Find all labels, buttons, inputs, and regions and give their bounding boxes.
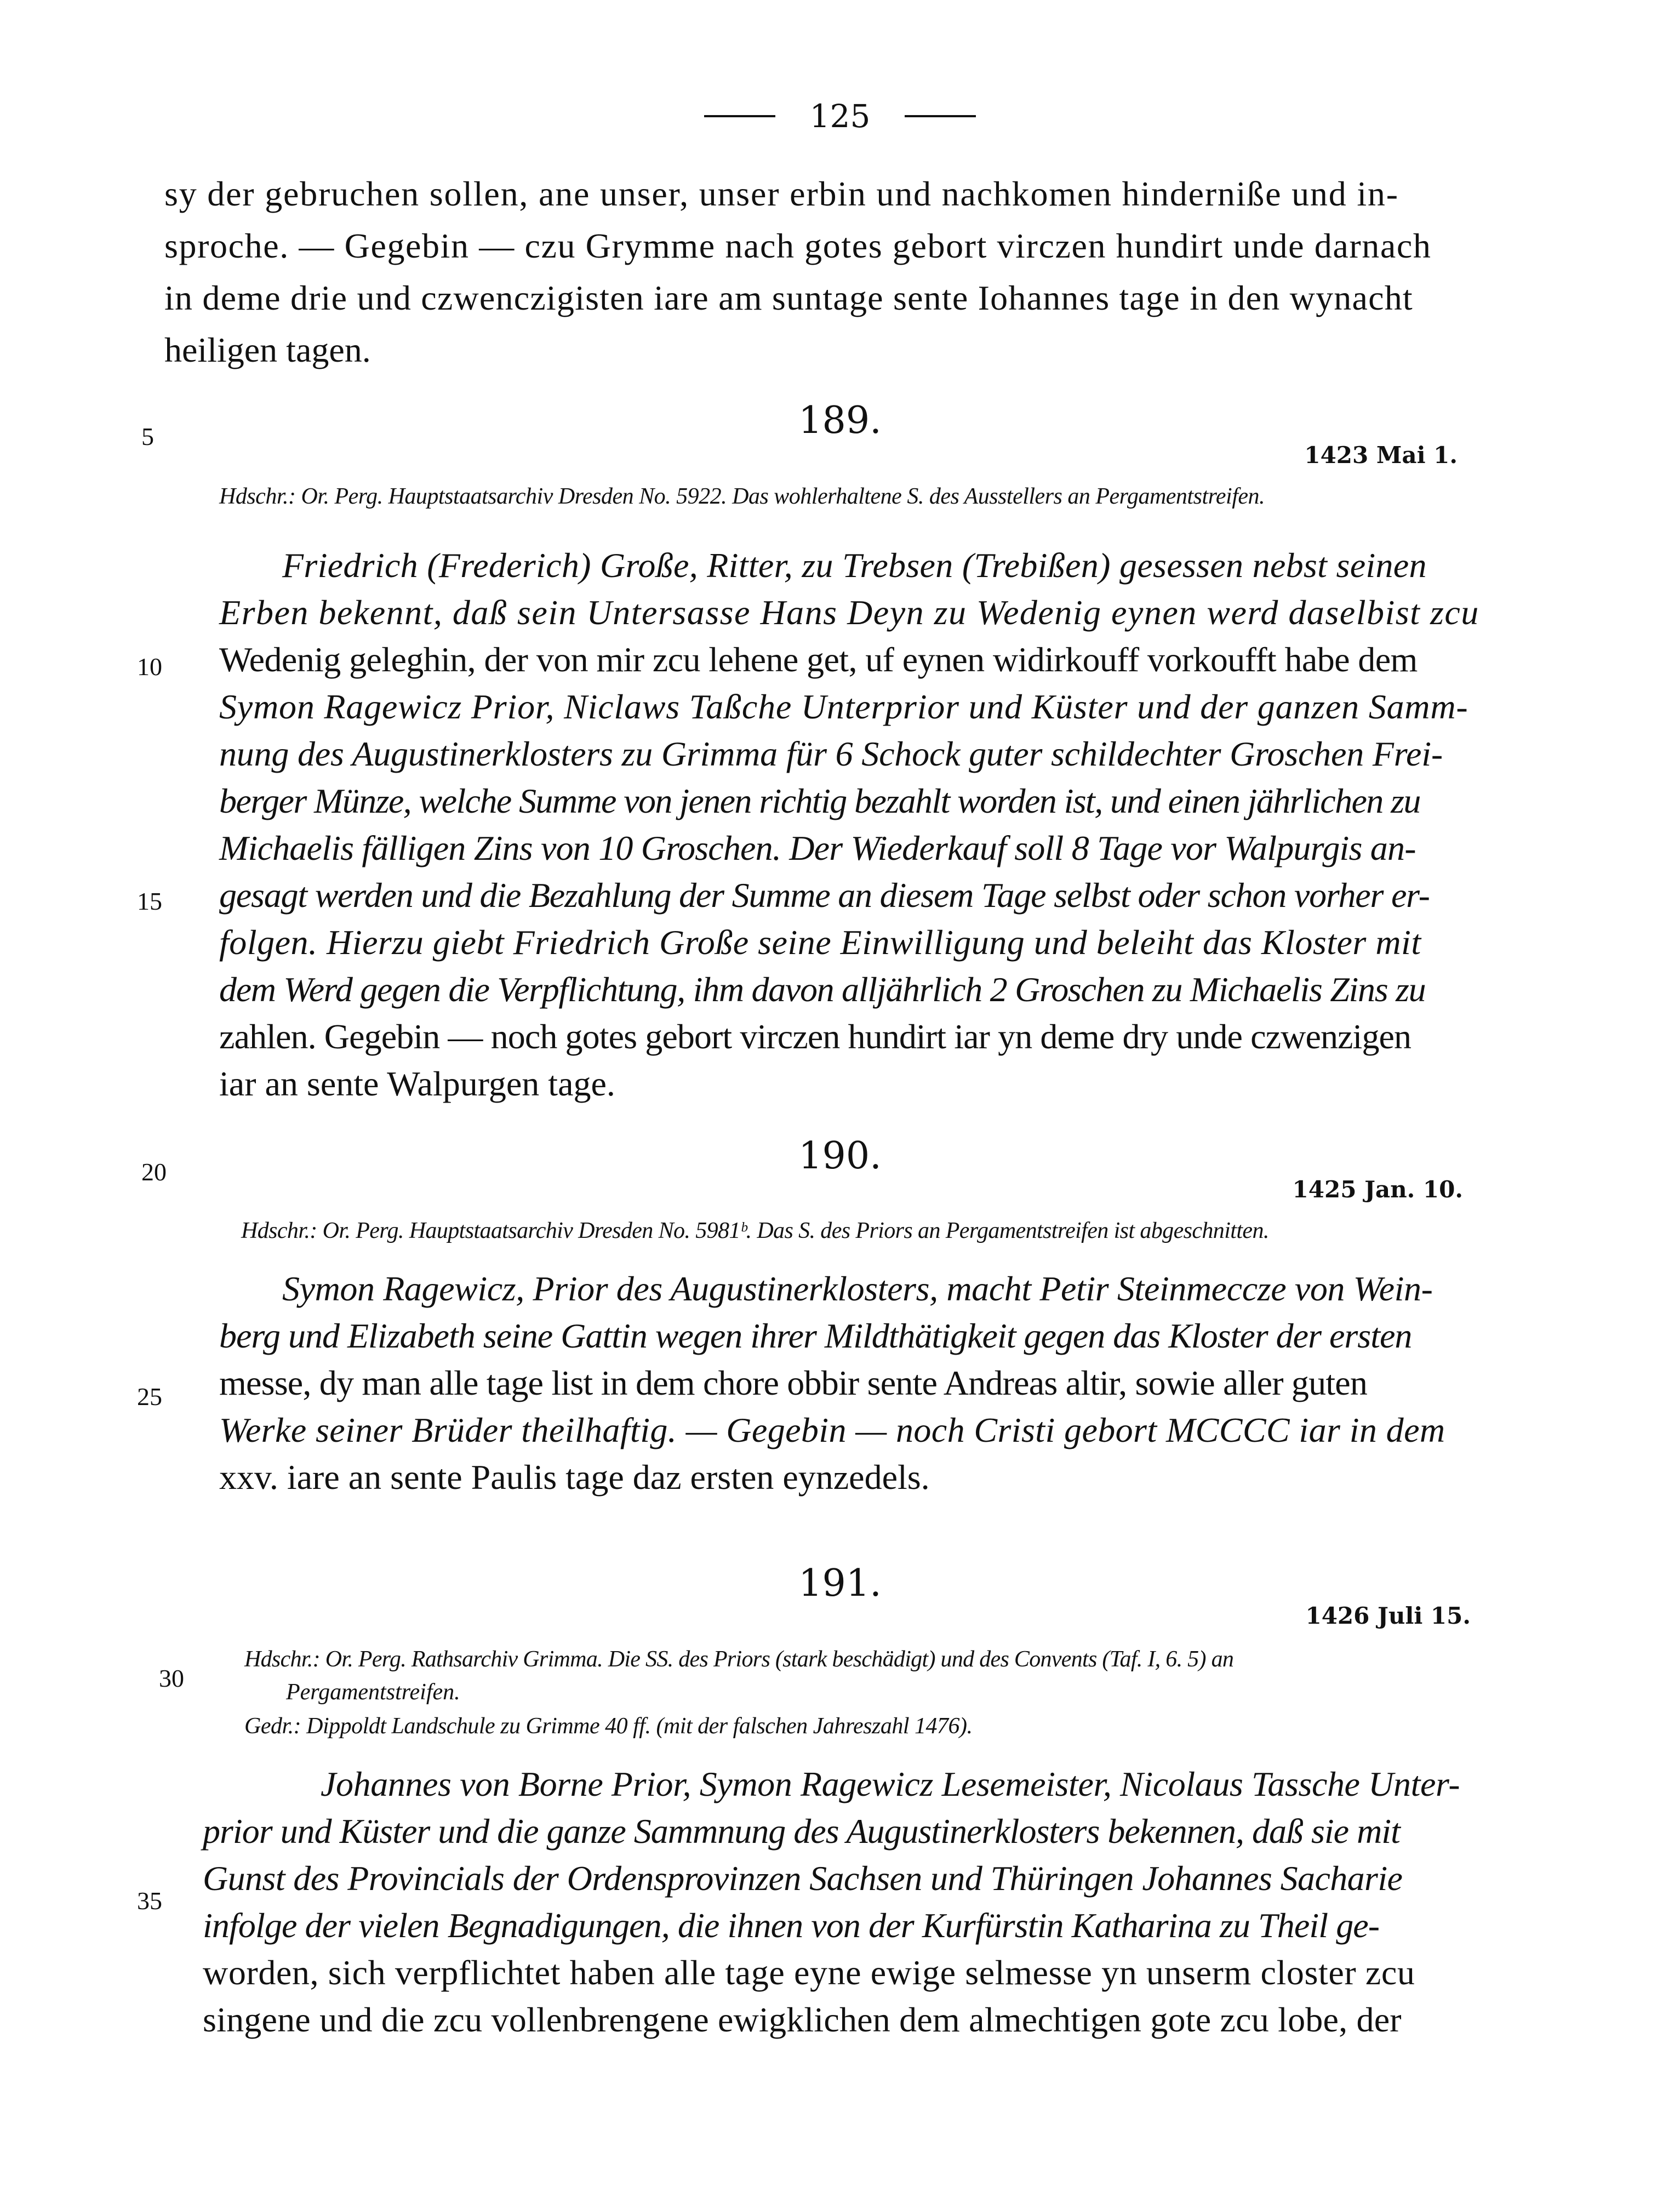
text-line: Werke seiner Brüder theilhaftig. — Gegebin — noch Cristi gebort MCCCC iar in dem <box>219 1411 1445 1449</box>
page-number: 125 <box>809 98 871 135</box>
entry-number: 189. <box>798 399 882 442</box>
text-line: infolge der vielen Begnadigungen, die ihnen von der Kurfürstin Katharina zu Theil ge- <box>203 1906 1380 1945</box>
text-line: dem Werd gegen die Verpflichtung, ihm davon alljährlich 2 Groschen zu Michaelis Zins zu <box>219 970 1426 1009</box>
text-line: iar an sente Walpurgen tage. <box>219 1064 615 1103</box>
text-line: Symon Ragewicz Prior, Niclaws Taßche Unterprior und Küster und der ganzen Samm- <box>219 687 1468 726</box>
source-note: Hdschr.: Or. Perg. Hauptstaatsarchiv Dresden No. 5981ᵇ. Das S. des Priors an Pergamentstreifen ist abgeschnitten. <box>241 1218 1269 1243</box>
text-line: prior und Küster und die ganze Sammnung des Augustinerklosters bekennen, daß sie mit <box>203 1812 1400 1851</box>
entry-date: 1423 Mai 1. <box>1304 442 1458 469</box>
text-line: xxv. iare an sente Paulis tage daz ersten eynzedels. <box>219 1458 930 1497</box>
entry-date: 1426 Juli 15. <box>1305 1602 1471 1629</box>
text-line: Michaelis fälligen Zins von 10 Groschen. Der Wiederkauf soll 8 Tage vor Walpurgis an- <box>219 829 1416 867</box>
source-note: Hdschr.: Or. Perg. Rathsarchiv Grimma. Die SS. des Priors (stark beschädigt) und des Convents (Taf. I, 6. 5) an <box>244 1647 1234 1672</box>
text-line: sproche. — Gegebin — czu Grymme nach gotes gebort virczen hundirt unde darnach <box>164 226 1432 265</box>
line-number: 15 <box>137 887 162 915</box>
header-rule-right <box>905 115 976 117</box>
entry-number: 190. <box>798 1134 882 1178</box>
line-number: 5 <box>141 423 154 450</box>
text-line: Friedrich (Frederich) Große, Ritter, zu Trebsen (Trebißen) gesessen nebst seinen <box>282 546 1427 585</box>
text-line: Wedenig geleghin, der von mir zcu lehene get, uf eynen widirkouff vorkoufft habe dem <box>219 640 1418 679</box>
header-rule-left <box>704 115 775 117</box>
source-note: Hdschr.: Or. Perg. Hauptstaatsarchiv Dresden No. 5922. Das wohlerhaltene S. des Ausstellers an Pergamentstreifen. <box>219 484 1265 509</box>
text-line: berger Münze, welche Summe von jenen richtig bezahlt worden ist, und einen jährlichen zu <box>219 781 1420 820</box>
text-line: sy der gebruchen sollen, ane unser, unser erbin und nachkomen hinderniße und in- <box>164 174 1399 213</box>
source-note: Pergamentstreifen. <box>286 1680 460 1705</box>
text-line: messe, dy man alle tage list in dem chore obbir sente Andreas altir, sowie aller guten <box>219 1363 1368 1402</box>
entry-number: 191. <box>798 1562 882 1605</box>
text-line: zahlen. Gegebin — noch gotes gebort virczen hundirt iar yn deme dry unde czwenzigen <box>219 1017 1412 1056</box>
text-line: singene und die zcu vollenbrengene ewigklichen dem almechtigen gote zcu lobe, der <box>203 2000 1402 2039</box>
line-number: 10 <box>137 653 162 681</box>
source-note: Gedr.: Dippoldt Landschule zu Grimme 40 ff. (mit der falschen Jahreszahl 1476). <box>244 1714 973 1739</box>
line-number: 35 <box>137 1887 162 1915</box>
page-header <box>0 98 1680 135</box>
text-line: Symon Ragewicz, Prior des Augustinerklosters, macht Petir Steinmeccze von Wein- <box>282 1269 1433 1308</box>
text-line: Erben bekennt, daß sein Untersasse Hans Deyn zu Wedenig eynen werd daselbist zcu <box>219 593 1479 632</box>
line-number: 25 <box>137 1383 162 1411</box>
line-number: 20 <box>141 1158 167 1186</box>
text-line: berg und Elizabeth seine Gattin wegen ihrer Mildthätigkeit gegen das Kloster der ersten <box>219 1316 1412 1355</box>
entry-date: 1425 Jan. 10. <box>1292 1176 1463 1203</box>
text-line: gesagt werden und die Bezahlung der Summe an diesem Tage selbst oder schon vorher er- <box>219 876 1430 915</box>
line-number: 30 <box>159 1664 184 1692</box>
text-line: heiligen tagen. <box>164 330 371 369</box>
text-line: Johannes von Borne Prior, Symon Ragewicz Lesemeister, Nicolaus Tassche Unter- <box>321 1765 1460 1803</box>
text-line: worden, sich verpflichtet haben alle tage eyne ewige selmesse yn unserm closter zcu <box>203 1953 1415 1992</box>
text-line: folgen. Hierzu giebt Friedrich Große seine Einwilligung und beleiht das Kloster mit <box>219 923 1421 962</box>
text-line: Gunst des Provincials der Ordensprovinzen Sachsen und Thüringen Johannes Sacharie <box>203 1859 1403 1898</box>
text-line: nung des Augustinerklosters zu Grimma für 6 Schock guter schildechter Groschen Frei- <box>219 734 1443 773</box>
text-line: in deme drie und czwenczigisten iare am suntage sente Iohannes tage in den wynacht <box>164 278 1413 317</box>
